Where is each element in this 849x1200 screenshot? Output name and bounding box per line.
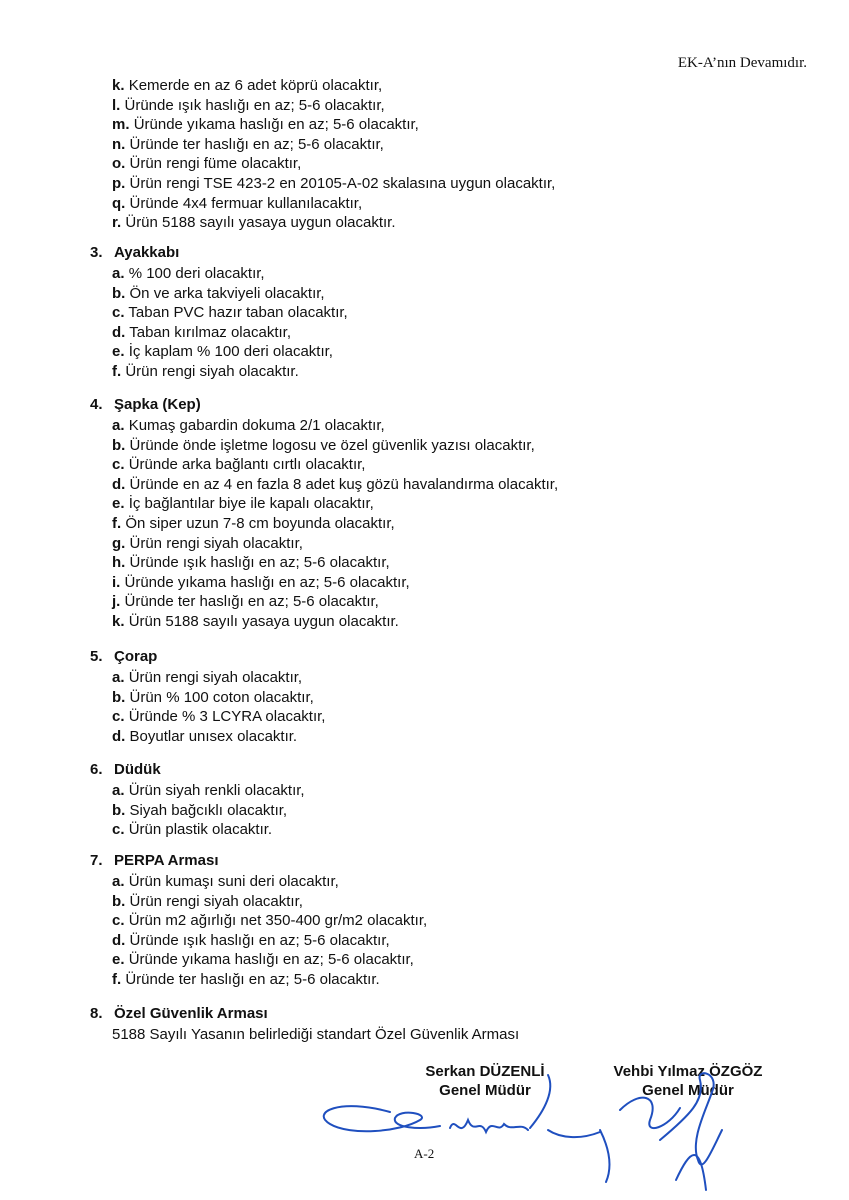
list-item-label: g. <box>112 534 126 552</box>
list-item-label: d. <box>112 727 126 745</box>
list-item-label: q. <box>112 194 126 212</box>
list-item-text: Ürün m2 ağırlığı net 350-400 gr/m2 olacaktır, <box>128 912 428 930</box>
list-item-label: i. <box>112 573 121 591</box>
list-item-label: k. <box>112 613 125 630</box>
page-number: A-2 <box>414 1146 435 1161</box>
list-item-label: b. <box>112 892 126 910</box>
list-item-label: e. <box>112 951 125 969</box>
list-item-text: Üründe önde işletme logosu ve özel güvenlik yazısı olacaktır, <box>129 436 535 454</box>
list-item-text: Taban kırılmaz olacaktır, <box>129 323 291 341</box>
signatory-1-title: Genel Müdür <box>439 1082 531 1099</box>
list-item-text: Üründe ter haslığı en az; 5-6 olacaktır. <box>125 971 380 988</box>
list-item-label: l. <box>112 96 121 114</box>
list-item-label: a. <box>112 782 125 799</box>
list-item-label: d. <box>112 931 126 949</box>
list-item-text: Üründe arka bağlantı cırtlı olacaktır, <box>128 456 366 474</box>
section-number: 7. <box>90 852 103 869</box>
section-number: 5. <box>90 648 103 665</box>
list-item-label: c. <box>112 304 125 322</box>
list-item-label: p. <box>112 175 126 192</box>
list-item-label: r. <box>112 214 122 232</box>
list-item-text: Kumaş gabardin dokuma 2/1 olacaktır, <box>128 417 385 434</box>
list-item <box>112 475 558 494</box>
section-heading <box>90 244 179 261</box>
list-item-label: a. <box>112 265 125 282</box>
section-number: 4. <box>90 396 103 413</box>
list-item-text: Üründe ışık haslığı en az; 5-6 olacaktır, <box>124 96 385 114</box>
list-item <box>112 931 390 950</box>
list-item-label: o. <box>112 155 126 173</box>
section-heading <box>90 1005 268 1022</box>
list-item <box>112 872 339 891</box>
list-item-text: Ürün rengi TSE 423-2 en 20105-A-02 skalasına uygun olacaktır, <box>129 175 556 192</box>
list-item-text: Ürün rengi siyah olacaktır. <box>125 363 299 380</box>
list-item-text: Üründe ter haslığı en az; 5-6 olacaktır, <box>129 135 384 153</box>
list-item <box>112 96 385 115</box>
list-item-text: İç kaplam % 100 deri olacaktır, <box>128 343 333 361</box>
list-item <box>112 284 325 303</box>
list-item-text: Üründe en az 4 en fazla 8 adet kuş gözü havalandırma olacaktır, <box>129 475 559 493</box>
list-item-label: j. <box>112 593 121 611</box>
list-item-label: f. <box>112 515 122 532</box>
list-item-text: Ürün rengi siyah olacaktır, <box>129 534 303 552</box>
section-title: Çorap <box>114 648 158 665</box>
list-item-text: Ön ve arka takviyeli olacaktır, <box>129 284 325 302</box>
header-note: EK-A’nın Devamıdır. <box>677 55 807 71</box>
list-item-text: Ürün siyah renkli olacaktır, <box>128 782 305 799</box>
list-item-label: h. <box>112 554 126 572</box>
section-title: Düdük <box>114 761 161 778</box>
list-item-label: c. <box>112 456 125 474</box>
section-heading <box>90 761 161 778</box>
list-item <box>112 553 390 572</box>
section-heading <box>90 852 218 869</box>
list-item <box>112 455 365 474</box>
list-item <box>112 820 272 839</box>
list-item-label: k. <box>112 77 125 94</box>
list-item-text: Üründe yıkama haslığı en az; 5-6 olacaktır, <box>124 573 410 591</box>
list-item-text: Ön siper uzun 7-8 cm boyunda olacaktır, <box>125 515 395 532</box>
list-item-label: a. <box>112 417 125 434</box>
section-title: PERPA Arması <box>114 852 219 869</box>
list-item-label: m. <box>112 116 130 134</box>
list-item-text: Kemerde en az 6 adet köprü olacaktır, <box>128 77 383 94</box>
list-item-label: b. <box>112 436 126 454</box>
list-item <box>112 494 374 513</box>
list-item <box>112 154 301 173</box>
list-item-text: Siyah bağcıklı olacaktır, <box>129 801 288 819</box>
list-item <box>112 213 396 232</box>
list-item <box>112 950 414 969</box>
list-item <box>112 194 362 213</box>
list-item <box>112 592 379 611</box>
list-item <box>112 781 305 800</box>
list-item-text: Ürün kumaşı suni deri olacaktır, <box>128 873 339 890</box>
list-item-text: Boyutlar unısex olacaktır. <box>129 727 298 745</box>
list-item <box>112 115 419 134</box>
list-item-label: n. <box>112 135 126 153</box>
list-item-label: f. <box>112 971 122 988</box>
signatory-2-name: Vehbi Yılmaz ÖZGÖZ <box>613 1063 763 1080</box>
signatory-1-name: Serkan DÜZENLİ <box>425 1063 545 1080</box>
list-item-text: % 100 deri olacaktır, <box>128 265 265 282</box>
section-number: 6. <box>90 761 103 778</box>
list-item <box>112 303 348 322</box>
list-item-label: c. <box>112 912 125 930</box>
list-item-label: a. <box>112 669 125 686</box>
list-item-text: Üründe ışık haslığı en az; 5-6 olacaktır, <box>129 554 390 572</box>
list-item <box>112 612 399 631</box>
list-item-text: Ürün plastik olacaktır. <box>128 821 273 839</box>
list-item <box>112 76 382 95</box>
list-item-text: Ürün rengi füme olacaktır, <box>129 155 302 173</box>
list-item <box>112 573 410 592</box>
list-item <box>112 514 395 533</box>
section-text: 5188 Sayılı Yasanın belirlediği standart Özel Güvenlik Arması <box>112 1026 520 1043</box>
list-item-text: Ürün 5188 sayılı yasaya uygun olacaktır. <box>128 613 399 630</box>
list-item-text: Üründe ışık haslığı en az; 5-6 olacaktır, <box>129 931 390 949</box>
list-item-text: Üründe % 3 LCYRA olacaktır, <box>128 708 326 726</box>
list-item <box>112 668 302 687</box>
list-item <box>112 174 555 193</box>
list-item-label: c. <box>112 821 125 839</box>
section-title: Şapka (Kep) <box>114 396 201 413</box>
list-item <box>112 970 380 989</box>
list-item <box>112 801 287 820</box>
list-item <box>112 688 314 707</box>
list-item <box>112 436 535 455</box>
list-item <box>112 892 303 911</box>
list-item-label: b. <box>112 284 126 302</box>
list-item-text: İç bağlantılar biye ile kapalı olacaktır, <box>128 495 374 513</box>
list-item-label: e. <box>112 343 125 361</box>
list-item-text: Üründe yıkama haslığı en az; 5-6 olacaktır, <box>128 951 414 969</box>
list-item-label: d. <box>112 323 126 341</box>
list-item-text: Taban PVC hazır taban olacaktır, <box>128 304 348 322</box>
section-heading <box>90 648 157 665</box>
list-item <box>112 911 427 930</box>
list-item-label: f. <box>112 363 122 380</box>
list-item-text: Ürün 5188 sayılı yasaya uygun olacaktır. <box>125 214 396 232</box>
list-item-text: Üründe ter haslığı en az; 5-6 olacaktır, <box>124 593 379 611</box>
section-title: Ayakkabı <box>114 244 180 261</box>
list-item <box>112 264 265 283</box>
list-item-label: e. <box>112 495 125 513</box>
list-item <box>112 135 384 154</box>
list-item <box>112 323 291 342</box>
list-item-text: Üründe 4x4 fermuar kullanılacaktır, <box>129 194 363 212</box>
list-item <box>112 342 333 361</box>
list-item <box>112 534 303 553</box>
list-item-text: Ürün rengi siyah olacaktır, <box>129 892 303 910</box>
list-item-label: b. <box>112 801 126 819</box>
list-item-label: a. <box>112 873 125 890</box>
list-item <box>112 362 299 381</box>
section-heading <box>90 396 201 413</box>
list-item-label: d. <box>112 475 126 493</box>
list-item-text: Ürün rengi siyah olacaktır, <box>128 669 303 686</box>
list-item <box>112 707 325 726</box>
section-number: 8. <box>90 1005 103 1022</box>
signatory-2-title: Genel Müdür <box>642 1082 734 1099</box>
section-number: 3. <box>90 244 103 261</box>
list-item-text: Üründe yıkama haslığı en az; 5-6 olacaktır, <box>133 116 419 134</box>
list-item-text: Ürün % 100 coton olacaktır, <box>129 688 314 706</box>
section-title: Özel Güvenlik Arması <box>114 1005 268 1022</box>
list-item-label: c. <box>112 708 125 726</box>
list-item <box>112 727 297 746</box>
list-item <box>112 416 385 435</box>
list-item-label: b. <box>112 688 126 706</box>
